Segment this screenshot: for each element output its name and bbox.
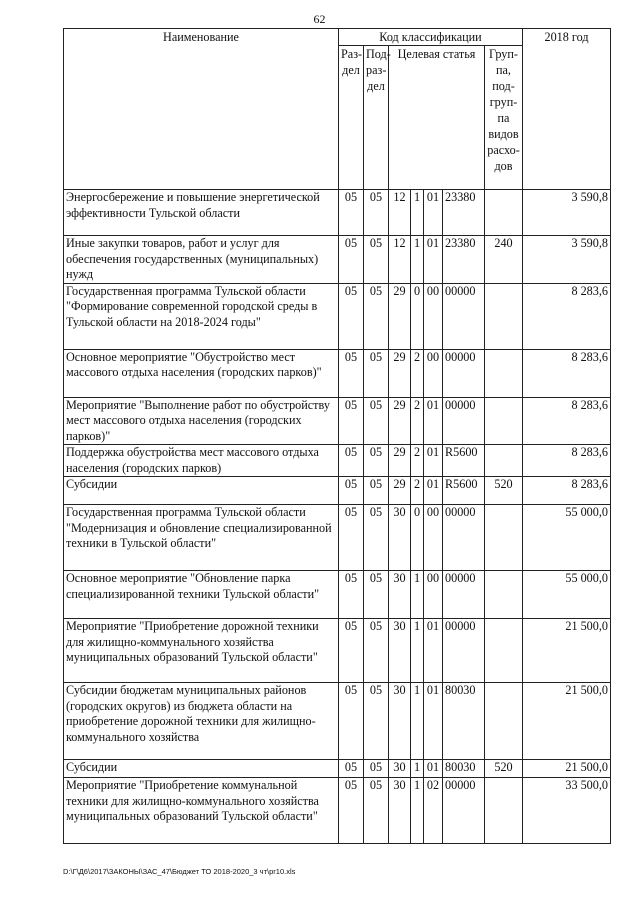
table-row [64,683,611,760]
row-name: Мероприятие "Приобретение дорожной техники для жилищно-коммунального хозяйства муниципальных образований Тульской области" [64,619,339,683]
row-expense-group [485,445,523,477]
row-target-direction: 00000 [443,571,485,619]
file-path-footer: D:\Г\Д6\2017\ЗАКОНЫ\ЗАС_47\Бюджет ТО 2018-2020_3 чт\pr10.xls [63,867,296,876]
row-razdel: 05 [339,778,364,844]
row-amount: 8 283,6 [523,349,611,397]
row-target-program: 30 [389,760,411,778]
row-target-direction: 80030 [443,760,485,778]
row-expense-group [485,571,523,619]
row-expense-group [485,397,523,445]
row-target-event: 01 [424,760,443,778]
table-row [64,619,611,683]
row-target-event: 01 [424,619,443,683]
row-razdel: 05 [339,445,364,477]
row-expense-group [485,505,523,571]
table-row [64,349,611,397]
table-row [64,760,611,778]
row-amount: 3 590,8 [523,236,611,284]
row-target-subprogram: 1 [411,190,424,236]
row-target-program: 12 [389,190,411,236]
row-razdel: 05 [339,571,364,619]
row-target-event: 00 [424,505,443,571]
row-target-direction: 00000 [443,505,485,571]
row-razdel: 05 [339,190,364,236]
table-row [64,778,611,844]
row-target-direction: R5600 [443,445,485,477]
row-podrazdel: 05 [364,683,389,760]
row-podrazdel: 05 [364,283,389,349]
row-amount: 3 590,8 [523,190,611,236]
row-amount: 8 283,6 [523,445,611,477]
row-target-program: 30 [389,683,411,760]
row-target-program: 29 [389,349,411,397]
row-target-subprogram: 2 [411,397,424,445]
row-name: Основное мероприятие "Обновление парка специализированной техники Тульской области" [64,571,339,619]
row-target-event: 01 [424,190,443,236]
row-target-subprogram: 1 [411,683,424,760]
row-podrazdel: 05 [364,445,389,477]
row-name: Иные закупки товаров, работ и услуг для обеспечения государственных (муниципальных) нужд [64,236,339,284]
row-amount: 33 500,0 [523,778,611,844]
row-target-program: 30 [389,571,411,619]
table-row [64,571,611,619]
row-expense-group [485,283,523,349]
row-target-direction: 00000 [443,349,485,397]
row-target-event: 01 [424,477,443,505]
row-target-subprogram: 1 [411,236,424,284]
row-name: Государственная программа Тульской области "Формирование современной городской среды в Тульской области на 2018-2024 годы" [64,283,339,349]
table-row [64,505,611,571]
row-target-event: 01 [424,445,443,477]
header-podrazdel: Под- раз- дел [364,46,389,190]
row-target-program: 29 [389,397,411,445]
page-number: 62 [313,12,326,26]
row-podrazdel: 05 [364,477,389,505]
row-podrazdel: 05 [364,190,389,236]
row-target-program: 12 [389,236,411,284]
row-target-program: 30 [389,619,411,683]
row-target-event: 01 [424,397,443,445]
row-target-subprogram: 0 [411,505,424,571]
row-target-event: 01 [424,683,443,760]
row-amount: 8 283,6 [523,477,611,505]
row-expense-group [485,190,523,236]
row-razdel: 05 [339,283,364,349]
row-target-direction: 00000 [443,619,485,683]
table-row [64,236,611,284]
row-target-event: 02 [424,778,443,844]
row-target-direction: 00000 [443,283,485,349]
row-podrazdel: 05 [364,236,389,284]
row-target-subprogram: 1 [411,619,424,683]
table-row [64,190,611,236]
row-podrazdel: 05 [364,760,389,778]
row-name: Мероприятие "Выполнение работ по обустройству мест массового отдыха населения (городских парков)" [64,397,339,445]
row-target-direction: 00000 [443,397,485,445]
row-name: Энергосбережение и повышение энергетической эффективности Тульской области [64,190,339,236]
header-target: Целевая статья [389,46,485,190]
row-amount: 21 500,0 [523,760,611,778]
row-target-program: 29 [389,445,411,477]
row-expense-group: 240 [485,236,523,284]
row-name: Субсидии [64,477,339,505]
row-name: Государственная программа Тульской области "Модернизация и обновление специализированной техники в Тульской области" [64,505,339,571]
row-razdel: 05 [339,349,364,397]
row-expense-group: 520 [485,477,523,505]
header-code: Код классификации [339,29,523,46]
row-amount: 8 283,6 [523,397,611,445]
row-target-event: 00 [424,349,443,397]
row-target-direction: 00000 [443,778,485,844]
row-amount: 55 000,0 [523,571,611,619]
table-row [64,397,611,445]
row-target-program: 29 [389,283,411,349]
header-name: Наименование [64,29,339,190]
row-target-subprogram: 2 [411,445,424,477]
row-razdel: 05 [339,477,364,505]
row-target-subprogram: 1 [411,571,424,619]
row-target-direction: R5600 [443,477,485,505]
row-target-subprogram: 1 [411,760,424,778]
header-year: 2018 год [523,29,611,190]
row-razdel: 05 [339,760,364,778]
row-razdel: 05 [339,619,364,683]
row-target-direction: 23380 [443,236,485,284]
row-podrazdel: 05 [364,397,389,445]
row-expense-group [485,349,523,397]
row-target-subprogram: 2 [411,349,424,397]
row-expense-group [485,683,523,760]
row-target-program: 29 [389,477,411,505]
row-podrazdel: 05 [364,349,389,397]
row-name: Субсидии бюджетам муниципальных районов (городских округов) из бюджета области на приобретение дорожной техники для жилищно-коммунального хозяйства [64,683,339,760]
row-podrazdel: 05 [364,505,389,571]
table-row [64,283,611,349]
row-target-subprogram: 1 [411,778,424,844]
row-target-event: 00 [424,571,443,619]
budget-table [63,28,611,844]
row-expense-group [485,778,523,844]
header-razdel: Раз- дел [339,46,364,190]
row-name: Мероприятие "Приобретение коммунальной техники для жилищно-коммунального хозяйства муниципальных образований Тульской области" [64,778,339,844]
row-podrazdel: 05 [364,778,389,844]
row-name: Основное мероприятие "Обустройство мест массового отдыха населения (городских парков)" [64,349,339,397]
row-amount: 55 000,0 [523,505,611,571]
row-amount: 21 500,0 [523,619,611,683]
row-razdel: 05 [339,236,364,284]
table-row [64,445,611,477]
table-row [64,477,611,505]
header-group: Груп- па, под- груп- па видов расхо- дов [485,46,523,190]
row-name: Субсидии [64,760,339,778]
row-target-subprogram: 0 [411,283,424,349]
row-target-direction: 80030 [443,683,485,760]
row-target-program: 30 [389,505,411,571]
row-amount: 21 500,0 [523,683,611,760]
row-podrazdel: 05 [364,619,389,683]
row-name: Поддержка обустройства мест массового отдыха населения (городских парков) [64,445,339,477]
row-target-program: 30 [389,778,411,844]
row-razdel: 05 [339,397,364,445]
row-razdel: 05 [339,505,364,571]
row-target-direction: 23380 [443,190,485,236]
row-target-subprogram: 2 [411,477,424,505]
row-target-event: 01 [424,236,443,284]
row-podrazdel: 05 [364,571,389,619]
row-target-event: 00 [424,283,443,349]
row-razdel: 05 [339,683,364,760]
row-expense-group [485,619,523,683]
row-amount: 8 283,6 [523,283,611,349]
row-expense-group: 520 [485,760,523,778]
